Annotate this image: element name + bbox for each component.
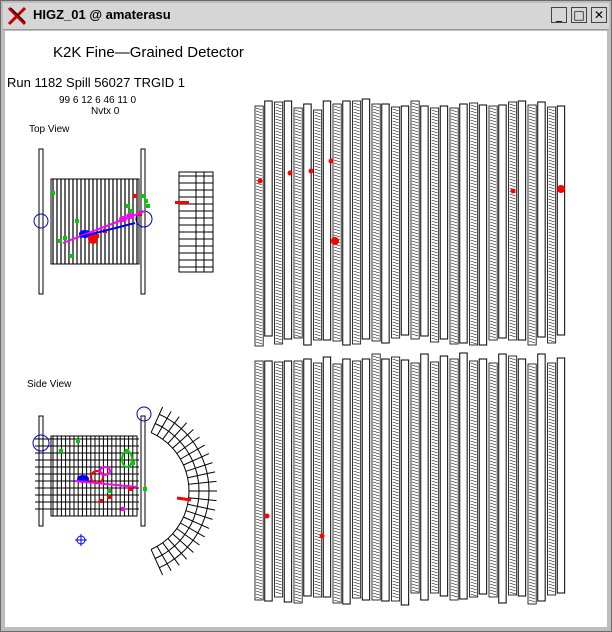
event-numbers: 99 6 12 6 46 11 0 — [59, 95, 137, 106]
side-view-curved-module — [151, 407, 217, 575]
top-view-muon-module — [175, 172, 213, 272]
side-view-vertex-marker — [33, 435, 49, 451]
event-display — [5, 31, 607, 627]
side-view-label: Side View — [27, 379, 72, 390]
title-bar[interactable] — [3, 3, 609, 30]
side-view-vertex-marker — [137, 407, 151, 421]
maximize-button[interactable]: □ — [571, 7, 587, 23]
lower-module-array — [255, 353, 565, 605]
top-view-label: Top View — [29, 124, 70, 135]
top-view-detector — [34, 149, 152, 294]
close-button[interactable]: ✕ — [591, 7, 607, 23]
nvtx-count: Nvtx 0 — [91, 106, 120, 117]
event-display-canvas[interactable] — [5, 31, 607, 627]
x-logo-icon — [7, 6, 27, 26]
plot-title: K2K Fine—Grained Detector — [53, 44, 244, 61]
side-view-small-marker — [75, 534, 87, 546]
minimize-button[interactable]: _ — [551, 7, 567, 23]
side-view-detector — [33, 407, 151, 546]
run-info: Run 1182 Spill 56027 TRGID 1 — [7, 75, 186, 90]
upper-module-array — [255, 99, 565, 346]
window-title: HIGZ_01 @ amaterasu — [33, 7, 171, 22]
top-view-vertex-marker — [34, 214, 48, 228]
